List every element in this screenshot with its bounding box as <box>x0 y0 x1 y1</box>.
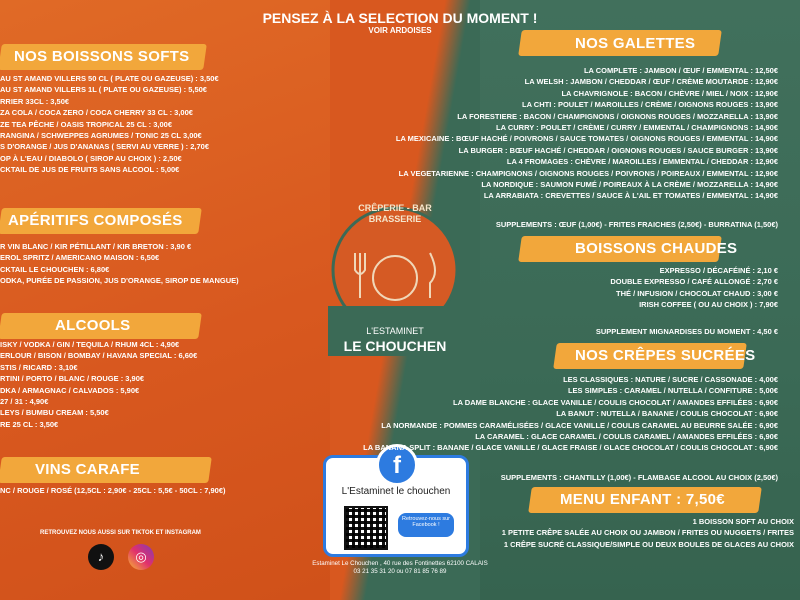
list-item: LA VEGETARIENNE : CHAMPIGNONS / OIGNONS ROUGES / POIVRONS / POIREAUX / EMMENTAL : 12,90€ <box>398 168 778 178</box>
section-title-alcools: ALCOOLS <box>55 317 131 334</box>
list-item: LA WELSH : JAMBON / CHEDDAR / ŒUF / CRÈME MOUTARDE : 12,90€ <box>524 77 778 87</box>
list-item: LES CLASSIQUES : NATURE / SUCRE / CASSONADE : 4,00€ <box>563 375 778 384</box>
list-item: RTINI / PORTO / BLANC / ROUGE : 3,90€ <box>0 374 145 384</box>
list-alcools <box>0 339 197 430</box>
list-item: LA CHTI : POULET / MAROILLES / CRÈME / OIGNONS ROUGES : 13,90€ <box>522 100 778 110</box>
list-softs <box>0 73 219 176</box>
facebook-card[interactable] <box>323 452 469 557</box>
instagram-icon[interactable]: ◎ <box>128 544 154 570</box>
tiktok-icon[interactable]: ♪ <box>88 544 114 570</box>
list-item: LA NORDIQUE : SAUMON FUMÉ / POIREAUX À LA CRÈME / MOZZARELLA : 14,90€ <box>481 180 778 190</box>
list-item: EXPRESSO / DÉCAFÉINÉ : 2,10 € <box>659 266 778 275</box>
section-title-vins: VINS CARAFE <box>35 461 140 478</box>
list-item: CKTAIL LE CHOUCHEN : 6,80€ <box>0 264 110 274</box>
list-item: RRIER 33CL : 3,50€ <box>0 96 70 106</box>
section-title-chaudes: BOISSONS CHAUDES <box>575 240 738 257</box>
list-item: R VIN BLANC / KIR PÉTILLANT / KIR BRETON : 3,90 € <box>0 242 192 251</box>
list-item: LA NORMANDE : POMMES CARAMÉLISÉES / GLACE VANILLE / COULIS CARAMEL AU BEURRE SALÉE : 6,90€ <box>381 420 778 430</box>
list-item: 1 CRÊPE SUCRÉ CLASSIQUE/SIMPLE OU DEUX BOULES DE GLACES AU CHOIX <box>503 539 794 549</box>
list-item: CKTAIL DE JUS DE FRUITS SANS ALCOOL : 5,00€ <box>0 165 180 175</box>
list-enfant <box>502 516 794 550</box>
list-item: DOUBLE EXPRESSO / CAFÉ ALLONGÉ : 2,70 € <box>610 277 778 287</box>
list-item: 1 PETITE CRÊPE SALÉE AU CHOIX OU JAMBON / FRITES OU NUGGETS / FRITES <box>501 528 794 538</box>
page-subtitle: VOIR ARDOISES <box>368 26 432 35</box>
chaudes-supplement: SUPPLEMENT MIGNARDISES DU MOMENT : 4,50 € <box>595 327 778 336</box>
list-item: ISKY / VODKA / GIN / TEQUILA / RHUM 4CL : 4,90€ <box>0 340 180 349</box>
section-title-softs: NOS BOISSONS SOFTS <box>14 48 190 65</box>
list-item: AU ST AMAND VILLERS 1L ( PLATE OU GAZEUSE) : 5,50€ <box>0 85 207 95</box>
list-item: IRISH COFFEE ( OU AU CHOIX ) : 7,90€ <box>639 300 778 310</box>
list-item: LA COMPLETE : JAMBON / ŒUF / EMMENTAL : 12,50€ <box>583 66 778 75</box>
list-galettes <box>396 65 778 202</box>
footer <box>280 560 520 576</box>
facebook-icon: f <box>376 444 418 486</box>
list-item: ODKA, PURÉE DE PASSION, JUS D'ORANGE, SIROP DE MANGUE) <box>0 276 239 286</box>
list-item: LA CHAVRIGNOLE : BACON / CHÈVRE / MIEL / NOIX : 12,90€ <box>561 88 778 98</box>
list-item: LA ARRABIATA : CREVETTES / SAUCE À L'AIL ET TOMATES / EMMENTAL : 14,90€ <box>483 191 778 201</box>
list-item: RE 25 CL : 3,50€ <box>0 419 59 429</box>
logo-name1: L'ESTAMINET <box>366 326 424 336</box>
list-item: LES SIMPLES : CARAMEL / NUTELLA / CONFITURE : 5,00€ <box>567 386 778 396</box>
list-item: RANGINA / SCHWEPPES AGRUMES / TONIC 25 CL 3,00€ <box>0 131 202 141</box>
section-title-crepes: NOS CRÊPES SUCRÉES <box>575 347 756 364</box>
list-item: DKA / ARMAGNAC / CALVADOS : 5,90€ <box>0 385 140 395</box>
list-item: LA 4 FROMAGES : CHÈVRE / MAROILLES / EMMENTAL / CHEDDAR : 12,90€ <box>506 157 778 167</box>
list-item: LA DAME BLANCHE : GLACE VANILLE / COULIS CHOCOLAT / AMANDES EFFILÉES : 6,90€ <box>452 397 778 407</box>
list-item: LA FORESTIERE : BACON / CHAMPIGNONS / OIGNONS ROUGES / MOZZARELLA : 13,90€ <box>457 111 778 121</box>
list-aperitifs <box>0 241 239 287</box>
section-title-galettes: NOS GALETTES <box>575 35 696 52</box>
list-item: LA BANUT : NUTELLA / BANANE / COULIS CHOCOLAT : 6,90€ <box>556 409 778 419</box>
list-item: S D'ORANGE / JUS D'ANANAS ( SERVI AU VERRE ) : 2,70€ <box>0 142 210 152</box>
list-item: NC / ROUGE / ROSÉ (12,5CL : 2,90€ - 25CL : 5,5€ - 50CL : 7,90€) <box>0 486 226 495</box>
list-item: STIS / RICARD : 3,10€ <box>0 362 78 372</box>
list-item: LA CURRY : POULET / CRÈME / CURRY / EMMENTAL / CHAMPIGNONS : 14,90€ <box>496 123 778 133</box>
list-item: LA CARAMEL : GLACE CARAMEL / COULIS CARAMEL / AMANDES EFFILÉES : 6,90€ <box>475 432 778 442</box>
crepes-supplements: SUPPLEMENTS : CHANTILLY (1,00€) - FLAMBAGE ALCOOL AU CHOIX (2,50€) <box>500 473 778 482</box>
list-item: ZE TEA PÊCHE / OASIS TROPICAL 25 CL : 3,00€ <box>0 119 172 129</box>
list-item: LA MEXICAINE : BŒUF HACHÉ / POIVRONS / SAUCE TOMATES / OIGNONS ROUGES / EMMENTAL : 14,90€ <box>395 134 778 144</box>
list-item: THÉ / INFUSION / CHOCOLAT CHAUD : 3,00 € <box>616 288 778 298</box>
list-item: LA BANANA SPLIT : BANANE / GLACE VANILLE / GLACE FRAISE / GLACE CHOCOLAT / COULIS CHOCOLAT : 6,90€ <box>363 443 778 453</box>
logo-name2: LE CHOUCHEN <box>343 338 447 354</box>
section-title-enfant: MENU ENFANT : 7,50€ <box>560 491 725 508</box>
footer-phone: 03 21 35 31 20 ou 07 81 85 76 89 <box>353 568 447 575</box>
list-item: 1 BOISSON SOFT AU CHOIX <box>692 517 794 526</box>
page-title: PENSEZ À LA SELECTION DU MOMENT ! <box>262 10 538 26</box>
facebook-bubble: Retrouvez-nous sur Facebook ! <box>398 513 454 537</box>
qr-code <box>344 506 388 550</box>
list-item: AU ST AMAND VILLERS 50 CL ( PLATE OU GAZEUSE) : 3,50€ <box>0 74 219 83</box>
facebook-name: L'Estaminet le chouchen <box>341 486 451 497</box>
list-item: ZA COLA / COCA ZERO / COCA CHERRY 33 CL : 3,00€ <box>0 108 193 118</box>
footer-address: Estaminet Le Chouchen , 40 rue des Fontinettes 62100 CALAIS <box>312 560 488 567</box>
list-chaudes <box>610 265 778 311</box>
logo <box>325 198 465 368</box>
list-crepes <box>363 374 778 454</box>
galettes-supplements: SUPPLEMENTS : ŒUF (1,00€) - FRITES FRAICHES (2,50€) - BURRATINA (1,50€) <box>495 220 778 229</box>
logo-top: CRÊPERIE - BAR <box>358 203 432 213</box>
list-item: ERLOUR / BISON / BOMBAY / HAVANA SPECIAL : 6,60€ <box>0 351 198 361</box>
list-item: OP À L'EAU / DIABOLO ( SIROP AU CHOIX ) : 2,50€ <box>0 153 182 163</box>
list-item: LEYS / BUMBU CREAM : 5,50€ <box>0 408 109 418</box>
social-text: RETROUVEZ NOUS AUSSI SUR TIKTOK ET INSTAGRAM <box>40 530 201 536</box>
section-title-aperitifs: APÉRITIFS COMPOSÉS <box>8 212 183 229</box>
list-item: 27 / 31 : 4,90€ <box>0 397 49 407</box>
logo-mid: BRASSERIE <box>368 214 422 224</box>
list-vins <box>0 485 226 496</box>
list-item: LA BURGER : BŒUF HACHÉ / CHEDDAR / OIGNONS ROUGES / SAUCE BURGER : 13,90€ <box>458 145 778 155</box>
list-item: EROL SPRITZ / AMERICANO MAISON : 6,50€ <box>0 253 160 263</box>
